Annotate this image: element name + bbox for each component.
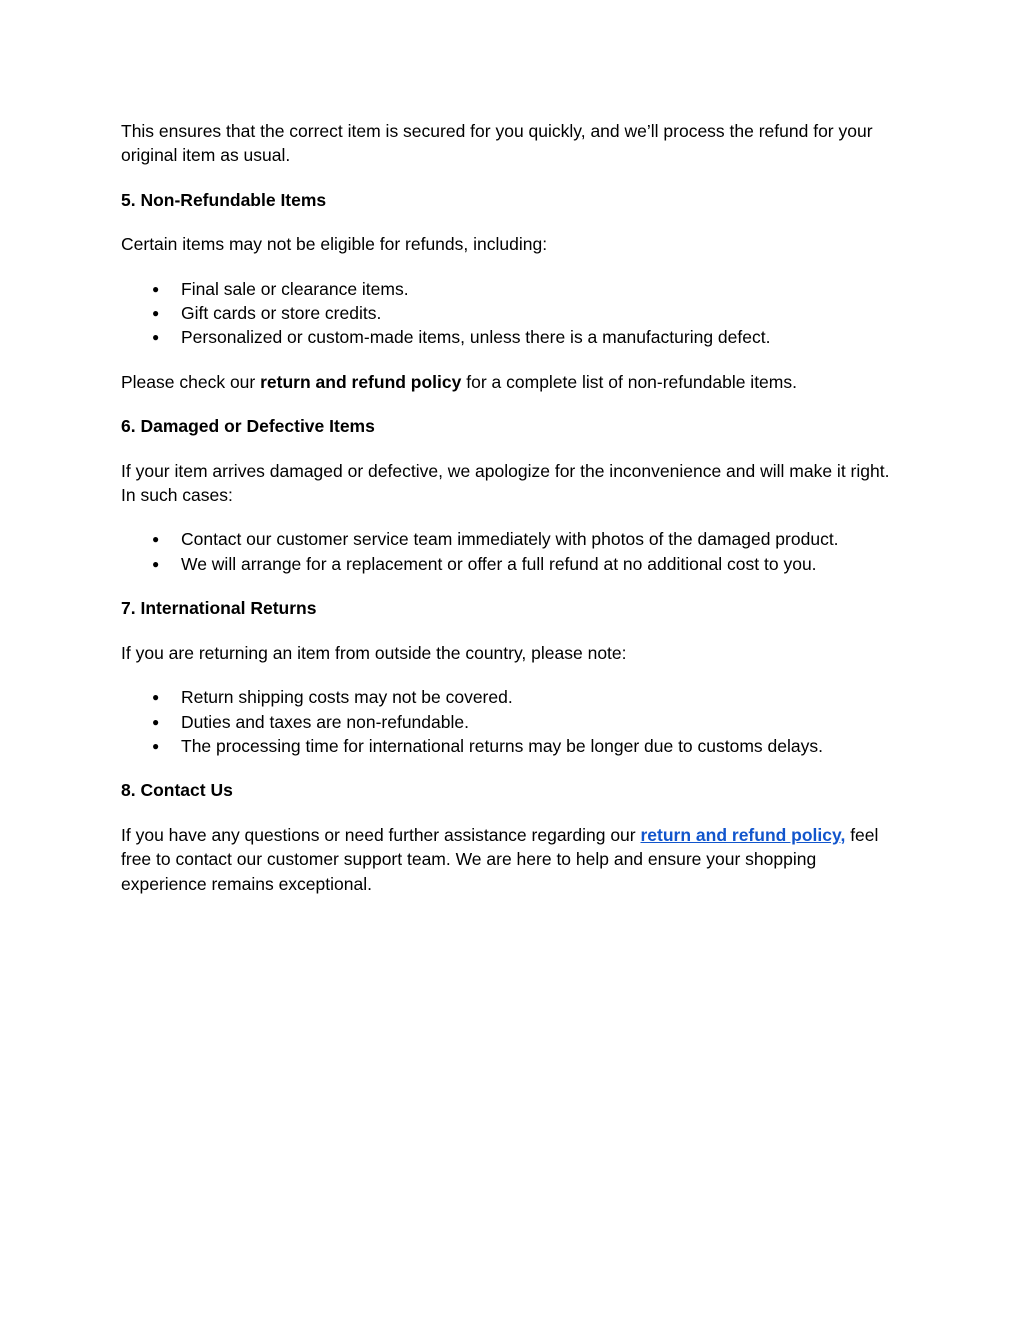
section-6-lead: If your item arrives damaged or defective, we apologize for the inconvenience and will make it right. In such cases: — [121, 460, 890, 506]
section-5-heading: 5. Non-Refundable Items — [121, 189, 327, 210]
bullet-icon: ● — [152, 330, 160, 345]
bullet-icon: ● — [152, 281, 160, 296]
section-7-list — [121, 685, 901, 758]
list-item: ● Personalized or custom-made items, unless there is a manufacturing defect. — [121, 325, 901, 349]
list-item: ● Gift cards or store credits. — [121, 301, 901, 325]
list-item: ● Final sale or clearance items. — [121, 277, 901, 301]
bullet-icon: ● — [152, 532, 160, 547]
list-item: ● Return shipping costs may not be covered. — [121, 685, 901, 709]
bullet-icon: ● — [152, 556, 160, 571]
policy-bold-text: return and refund policy — [260, 371, 462, 392]
list-item: ● We will arrange for a replacement or offer a full refund at no additional cost to you. — [121, 552, 901, 576]
section-7-lead: If you are returning an item from outside the country, please note: — [121, 642, 627, 663]
refund-policy-link[interactable]: return and refund policy, — [640, 824, 846, 845]
bullet-icon: ● — [152, 690, 160, 705]
document-page — [121, 119, 901, 896]
bullet-icon: ● — [152, 738, 160, 753]
list-item: ● Contact our customer service team immediately with photos of the damaged product. — [121, 527, 901, 551]
section-8-heading: 8. Contact Us — [121, 780, 233, 801]
bullet-icon: ● — [152, 306, 160, 321]
section-5-note: Please check our return and refund policy for a complete list of non-refundable items. — [121, 371, 797, 392]
intro-paragraph: This ensures that the correct item is secured for you quickly, and we’ll process the refund for your original item as usual. — [121, 121, 873, 166]
section-7-heading: 7. International Returns — [121, 598, 317, 619]
list-item: ● Duties and taxes are non-refundable. — [121, 710, 901, 734]
section-8-paragraph: If you have any questions or need further assistance regarding our return and refund policy, feel free to contact our customer support team. We are here to help and ensure your shopping experience remains exceptional. — [121, 824, 879, 894]
section-5-list — [121, 277, 901, 350]
section-6-list — [121, 527, 901, 576]
section-5-lead: Certain items may not be eligible for refunds, including: — [121, 234, 548, 255]
bullet-icon: ● — [152, 714, 160, 729]
list-item: ● The processing time for international returns may be longer due to customs delays. — [121, 734, 901, 758]
section-6-heading: 6. Damaged or Defective Items — [121, 416, 375, 437]
